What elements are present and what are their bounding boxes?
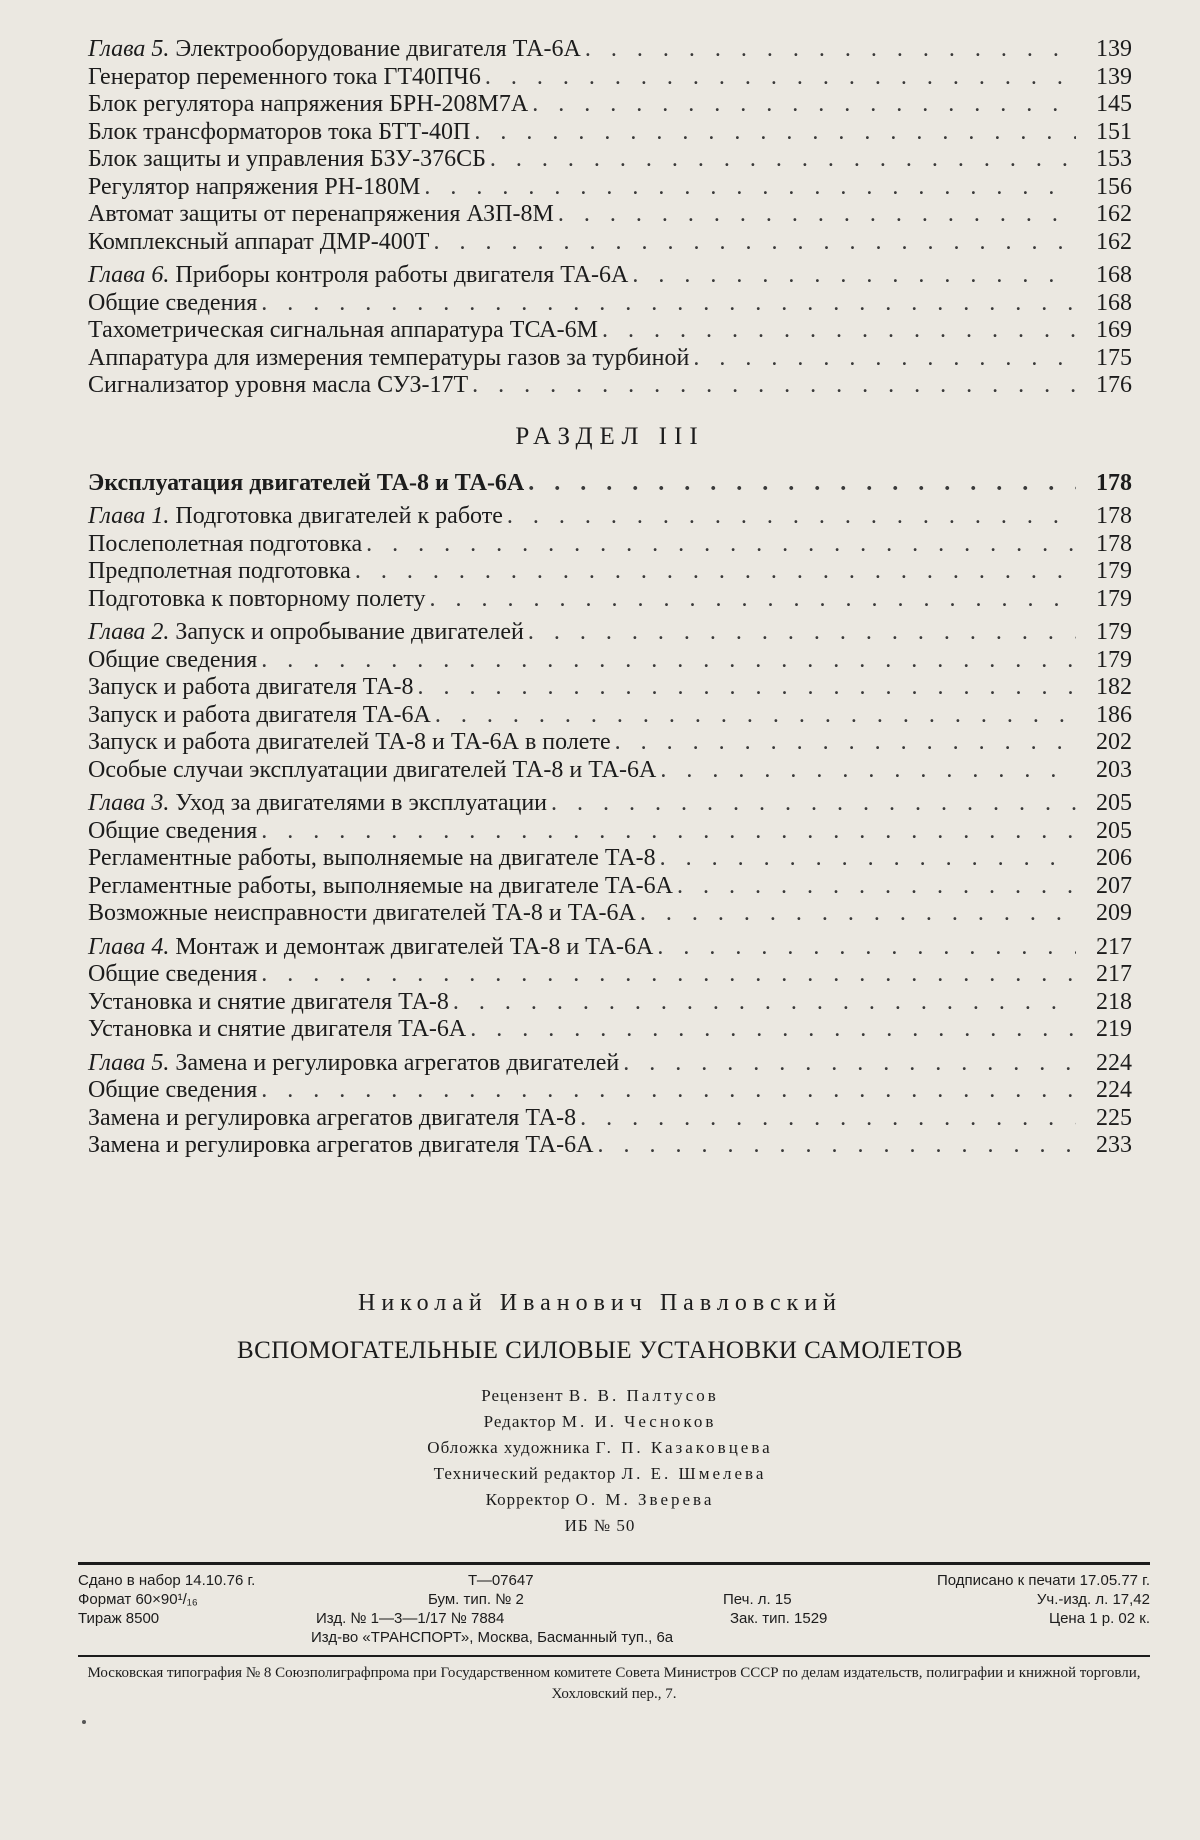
toc-entry-text: Замена и регулировка агрегатов двигателя ТА-8: [88, 1104, 577, 1131]
toc-entry-title: [88, 201, 554, 229]
toc-entry-text: Аппаратура для измерения температуры газов за турбиной: [88, 344, 690, 371]
toc-entry: [88, 818, 1132, 846]
toc-page-number: 168: [1096, 289, 1132, 316]
toc-entry-text: Электрооборудование двигателя ТА-6А: [175, 36, 581, 62]
toc-entry-text: Регулятор напряжения РН-180М: [88, 173, 421, 200]
toc-chapter-number: Глава 1.: [88, 503, 170, 529]
toc-entry-text: Блок защиты и управления БЗУ-376СБ: [88, 146, 486, 172]
toc-entry-text: Общие сведения: [88, 289, 258, 316]
toc-page-number: 224: [1096, 1077, 1132, 1103]
toc-leader-dots: [261, 961, 1076, 989]
toc-leader-dots: [435, 702, 1076, 730]
toc-entry-text: Замена и регулировка агрегатов двигателя ТА-6А: [88, 1132, 594, 1158]
toc-entry-title: [88, 674, 414, 702]
toc-entry: [88, 146, 1132, 174]
toc-entry-title: [88, 818, 257, 846]
toc-entry-title: [88, 36, 581, 64]
toc-page-number: 162: [1096, 201, 1132, 227]
toc-page-number: 178: [1096, 503, 1132, 529]
toc-entry: [88, 586, 1132, 614]
toc-entry-title: [88, 586, 426, 614]
toc-entry-text: Запуск и работа двигателей ТА-8 и ТА-6А в полете: [88, 729, 611, 755]
toc-leader-dots: [490, 146, 1076, 174]
toc-chapter-entry: [88, 503, 1132, 531]
imprint-publisher: Изд-во «ТРАНСПОРТ», Москва, Басманный туп., 6а: [311, 1629, 674, 1646]
toc-page-number: 175: [1096, 344, 1132, 371]
toc-entry-title: [88, 873, 673, 901]
toc-chapter-entry: [88, 934, 1132, 962]
toc-entry-title: [88, 372, 468, 400]
toc-leader-dots: [261, 647, 1076, 675]
toc-entry-title: [88, 174, 420, 202]
ink-speck: [82, 1720, 86, 1724]
toc-entry-text: Тахометрическая сигнальная аппаратура ТСА-6М: [88, 317, 598, 343]
toc-page-number: 209: [1096, 900, 1132, 926]
toc-chapter-entry: [88, 619, 1132, 647]
toc-entry-title: [88, 619, 524, 647]
toc-entry: [88, 729, 1132, 757]
section-heading: РАЗДЕЛ III: [515, 422, 705, 450]
table-of-contents: [88, 36, 1132, 1160]
printer-info: Московская типография № 8 Союзполиграфпрома при Государственном комитете Совета Министров СССР по делам издательств, полиграфии и книжной торговли, Хохловский пер., 7.: [87, 1665, 1141, 1702]
toc-page-number: 139: [1096, 63, 1132, 90]
toc-entry-text: Общие сведения: [88, 961, 258, 987]
toc-leader-dots: [660, 757, 1076, 785]
colophon: [0, 1290, 1200, 1539]
toc-entry-text: Подготовка двигателей к работе: [175, 503, 503, 529]
toc-entry-title: [88, 1077, 257, 1105]
toc-leader-dots: [453, 989, 1076, 1017]
toc-entry-title: [88, 1050, 619, 1078]
toc-page-number: 206: [1096, 845, 1132, 871]
toc-entry-text: Автомат защиты от перенапряжения АЗП-8М: [88, 201, 554, 227]
toc-entry-text: Монтаж и демонтаж двигателей ТА-8 и ТА-6А: [175, 933, 654, 960]
credits: [0, 1383, 1200, 1539]
toc-chapter-entry: [88, 262, 1132, 290]
toc-entry-title: [88, 345, 689, 373]
imprint-block: [78, 1562, 1150, 1705]
toc-page-number: 179: [1096, 585, 1132, 612]
toc-entry-text: Приборы контроля работы двигателя ТА-6А: [175, 262, 629, 288]
toc-entry-text: Запуск и работа двигателя ТА-6А: [88, 701, 431, 728]
toc-entry-text: Возможные неисправности двигателей ТА-8 и ТА-6А: [88, 900, 636, 926]
toc-leader-dots: [472, 372, 1076, 400]
toc-page-number: 179: [1096, 646, 1132, 673]
toc-leader-dots: [585, 36, 1076, 64]
toc-chapter-entry: [88, 36, 1132, 64]
toc-entry: [88, 900, 1132, 928]
imprint-pub-sheets: Уч.-изд. л. 17,42: [1036, 1591, 1150, 1608]
imprint-t-number: Т—07647: [468, 1572, 534, 1589]
credit-editor: Редактор М. И. Чесноков: [483, 1412, 717, 1431]
toc-leader-dots: [430, 586, 1076, 614]
toc-entry-text: Блок регулятора напряжения БРН-208М7А: [88, 91, 529, 117]
imprint-top-rule: [78, 1562, 1150, 1565]
toc-entry: [88, 1105, 1132, 1133]
toc-entry-text: Эксплуатация двигателей ТА-8 и ТА-6А: [88, 469, 525, 496]
toc-leader-dots: [470, 1016, 1076, 1044]
toc-entry-title: [88, 119, 470, 147]
toc-entry-text: Общие сведения: [88, 646, 258, 673]
toc-page-number: 205: [1096, 790, 1132, 816]
imprint-signed: Подписано к печати 17.05.77 г.: [937, 1572, 1150, 1589]
toc-entry-title: [88, 702, 431, 730]
toc-entry-title: [88, 757, 656, 785]
toc-leader-dots: [640, 900, 1076, 928]
toc-entry: [88, 345, 1132, 373]
credit-cover-artist: Обложка художника Г. П. Казаковцева: [427, 1438, 773, 1457]
toc-leader-dots: [660, 845, 1076, 873]
toc-entry: [88, 1132, 1132, 1160]
credit-tech-editor: Технический редактор Л. Е. Шмелева: [433, 1464, 767, 1483]
toc-leader-dots: [528, 619, 1076, 647]
toc-leader-dots: [474, 119, 1076, 147]
toc-entry-title: [88, 900, 636, 928]
toc-page-number: 224: [1096, 1049, 1132, 1076]
toc-entry-title: [88, 262, 628, 290]
toc-entry-text: Особые случаи эксплуатации двигателей ТА-8 и ТА-6А: [88, 756, 657, 783]
imprint-grid: [78, 1571, 1150, 1647]
toc-entry: [88, 961, 1132, 989]
toc-entry-text: Регламентные работы, выполняемые на двигателе ТА-8: [88, 845, 656, 871]
toc-leader-dots: [424, 174, 1076, 202]
toc-entry: [88, 229, 1132, 257]
toc-page-number: 217: [1096, 961, 1132, 987]
toc-entry: [88, 989, 1132, 1017]
toc-leader-dots: [551, 790, 1076, 818]
toc-entry: [88, 1016, 1132, 1044]
toc-chapter-number: Глава 5.: [88, 36, 170, 62]
toc-page-number: 225: [1096, 1104, 1132, 1131]
toc-entry-title: [88, 729, 611, 757]
toc-entry: [88, 470, 1132, 498]
toc-entry: [88, 702, 1132, 730]
toc-entry: [88, 531, 1132, 559]
toc-leader-dots: [558, 201, 1076, 229]
toc-entry-title: [88, 290, 257, 318]
toc-entry-title: [88, 317, 598, 345]
toc-entry-text: Общие сведения: [88, 817, 258, 844]
toc-chapter-entry: [88, 1050, 1132, 1078]
toc-page-number: 217: [1096, 933, 1132, 960]
toc-entry-title: [88, 229, 429, 257]
toc-entry-text: Подготовка к повторному полету: [88, 585, 426, 612]
toc-bottom-list: [88, 470, 1132, 1160]
toc-leader-dots: [418, 674, 1076, 702]
toc-entry-text: Уход за двигателями в эксплуатации: [175, 790, 548, 816]
toc-entry-title: [88, 531, 362, 559]
toc-entry-title: [88, 1016, 466, 1044]
imprint-izd-no: Изд. № 1—3—1/17 № 7884: [316, 1610, 505, 1627]
toc-entry-title: [88, 647, 257, 675]
toc-leader-dots: [657, 934, 1076, 962]
toc-leader-dots: [433, 229, 1076, 257]
toc-page-number: 186: [1096, 701, 1132, 728]
toc-entry: [88, 317, 1132, 345]
toc-leader-dots: [632, 262, 1076, 290]
toc-entry: [88, 873, 1132, 901]
toc-entry-text: Блок трансформаторов тока БТТ-40П: [88, 118, 471, 145]
toc-page-number: 168: [1096, 262, 1132, 288]
imprint-circulation: Тираж 8500: [78, 1610, 160, 1627]
toc-entry-text: Сигнализатор уровня масла СУЗ-17Т: [88, 372, 469, 398]
toc-entry-title: [88, 989, 449, 1017]
imprint-format: Формат 60×90¹/₁₆: [78, 1591, 198, 1608]
toc-entry-title: [88, 146, 486, 174]
toc-entry: [88, 91, 1132, 119]
toc-page-number: 145: [1096, 91, 1132, 117]
toc-chapter-number: Глава 2.: [88, 619, 170, 645]
toc-page-number: 169: [1096, 317, 1132, 343]
toc-page-number: 219: [1096, 1016, 1132, 1042]
toc-chapter-number: Глава 4.: [88, 933, 170, 960]
toc-top-list: [88, 36, 1132, 400]
toc-chapter-number: Глава 3.: [88, 790, 170, 816]
toc-entry-title: [88, 961, 257, 989]
toc-page-number: 203: [1096, 756, 1132, 783]
toc-entry-text: Предполетная подготовка: [88, 558, 351, 584]
toc-entry: [88, 372, 1132, 400]
toc-leader-dots: [532, 91, 1076, 119]
toc-page-number: 205: [1096, 817, 1132, 844]
imprint-paper: Бум. тип. № 2: [428, 1591, 524, 1608]
toc-entry: [88, 647, 1132, 675]
toc-leader-dots: [623, 1050, 1076, 1078]
toc-page-number: 182: [1096, 674, 1132, 700]
toc-entry: [88, 1077, 1132, 1105]
toc-entry: [88, 674, 1132, 702]
toc-leader-dots: [261, 1077, 1076, 1105]
toc-chapter-number: Глава 5.: [88, 1049, 170, 1076]
toc-page-number: 179: [1096, 558, 1132, 584]
toc-page-number: 176: [1096, 372, 1132, 398]
toc-page-number: 178: [1096, 530, 1132, 557]
author-name: Николай Иванович Павловский: [357, 1290, 843, 1316]
toc-page-number: 162: [1096, 228, 1132, 255]
toc-leader-dots: [615, 729, 1076, 757]
imprint-order: Зак. тип. 1529: [730, 1610, 828, 1627]
toc-page-number: 207: [1096, 872, 1132, 899]
toc-entry-title: [88, 1132, 593, 1160]
toc-entry: [88, 201, 1132, 229]
ib-number: ИБ № 50: [564, 1516, 636, 1535]
credit-reviewer: Рецензент В. В. Палтусов: [481, 1386, 719, 1405]
toc-page-number: 218: [1096, 988, 1132, 1015]
toc-leader-dots: [355, 558, 1076, 586]
toc-leader-dots: [528, 470, 1076, 498]
toc-entry-text: Установка и снятие двигателя ТА-6А: [88, 1016, 467, 1042]
toc-entry-title: [88, 64, 481, 92]
toc-leader-dots: [485, 64, 1076, 92]
toc-leader-dots: [580, 1105, 1076, 1133]
toc-entry-text: Комплексный аппарат ДМР-400Т: [88, 228, 430, 255]
toc-entry-text: Запуск и работа двигателя ТА-8: [88, 674, 414, 700]
toc-entry: [88, 845, 1132, 873]
toc-chapter-entry: [88, 790, 1132, 818]
imprint-bottom-rule: [78, 1655, 1150, 1657]
toc-page-number: 179: [1096, 619, 1132, 645]
toc-entry: [88, 757, 1132, 785]
toc-entry-title: [88, 470, 524, 498]
toc-entry-title: [88, 934, 653, 962]
toc-entry: [88, 174, 1132, 202]
toc-entry-text: Послеполетная подготовка: [88, 530, 363, 557]
toc-leader-dots: [366, 531, 1076, 559]
toc-page-number: 178: [1096, 469, 1132, 496]
book-title: ВСПОМОГАТЕЛЬНЫЕ СИЛОВЫЕ УСТАНОВКИ САМОЛЕТОВ: [236, 1337, 964, 1364]
toc-chapter-number: Глава 6.: [88, 262, 170, 288]
toc-page-number: 156: [1096, 173, 1132, 200]
imprint-print-sheets: Печ. л. 15: [723, 1591, 792, 1608]
toc-entry-text: Установка и снятие двигателя ТА-8: [88, 988, 449, 1015]
toc-entry-title: [88, 845, 656, 873]
toc-leader-dots: [261, 290, 1076, 318]
toc-entry-title: [88, 503, 503, 531]
toc-page-number: 151: [1096, 118, 1132, 145]
toc-entry-text: Общие сведения: [88, 1077, 258, 1103]
toc-entry-text: Запуск и опробывание двигателей: [175, 619, 524, 645]
toc-entry-title: [88, 1105, 576, 1133]
toc-leader-dots: [507, 503, 1076, 531]
toc-entry-title: [88, 558, 351, 586]
toc-page-number: 202: [1096, 729, 1132, 755]
toc-page-number: 153: [1096, 146, 1132, 172]
toc-entry: [88, 558, 1132, 586]
toc-leader-dots: [261, 818, 1076, 846]
toc-entry-text: Генератор переменного тока ГТ40ПЧ6: [88, 63, 481, 90]
toc-leader-dots: [677, 873, 1076, 901]
toc-leader-dots: [602, 317, 1076, 345]
toc-entry-text: Регламентные работы, выполняемые на двигателе ТА-6А: [88, 872, 673, 899]
toc-page-number: 233: [1096, 1132, 1132, 1158]
toc-page-number: 139: [1096, 36, 1132, 62]
imprint-submitted: Сдано в набор 14.10.76 г.: [78, 1572, 256, 1589]
toc-leader-dots: [597, 1132, 1076, 1160]
imprint-price: Цена 1 р. 02 к.: [1048, 1610, 1150, 1627]
credit-proofreader: Корректор О. М. Зверева: [485, 1490, 715, 1509]
toc-entry: [88, 119, 1132, 147]
toc-leader-dots: [693, 345, 1076, 373]
toc-entry-title: [88, 91, 528, 119]
toc-entry-text: Замена и регулировка агрегатов двигателей: [175, 1049, 620, 1076]
toc-entry: [88, 290, 1132, 318]
toc-entry: [88, 64, 1132, 92]
toc-entry-title: [88, 790, 547, 818]
